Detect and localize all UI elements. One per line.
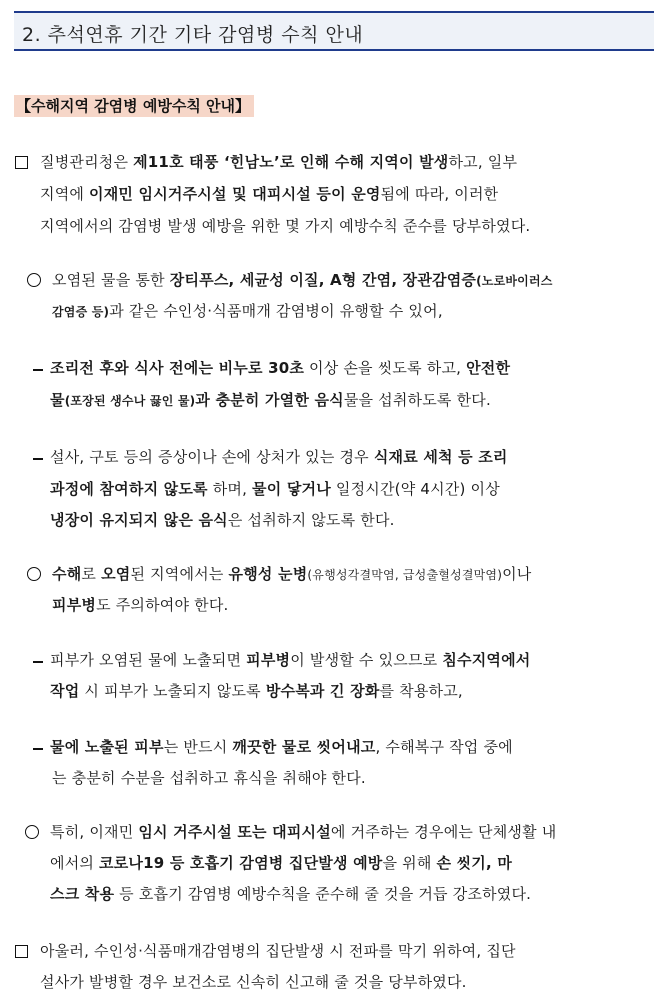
square-bullet-icon: [15, 156, 28, 169]
text-run: 는 반드시: [163, 738, 233, 756]
d1-line-2: [50, 390, 491, 411]
text-run: 코로나19 등 호흡기 감염병 집단발생 예방: [99, 854, 383, 872]
text-run: 피부병: [52, 596, 97, 614]
d1-line-1: [50, 358, 510, 378]
text-run: 작업: [50, 682, 80, 700]
text-run: 침수지역에서: [442, 651, 531, 669]
text-run: 스크 착용: [50, 885, 115, 903]
circle-bullet-icon: [27, 567, 41, 581]
text-run: 을 위해: [382, 854, 437, 872]
text-run: 장티푸스, 세균성 이질, A형 간염, 장관감염증: [169, 271, 477, 289]
text-run: 에서의: [50, 854, 100, 872]
text-run: 피부병: [246, 651, 291, 669]
p2-line-2: 설사가 발병할 경우 보건소로 신속히 신고해 줄 것을 당부하였다.: [40, 973, 467, 991]
text-run: 오염: [101, 565, 131, 583]
dash-bullet-icon: [33, 369, 43, 371]
text-run: 냉장이 유지되지 않은 음식: [50, 511, 228, 529]
notice-heading: 【수해지역 감염병 예방수칙 안내】: [14, 95, 254, 117]
p1-line-3: 지역에서의 감염병 발생 예방을 위한 몇 가지 예방수칙 준수를 당부하였다.: [40, 217, 531, 235]
p2-line-1: 아울러, 수인성·식품매개감염병의 집단발생 시 전파를 막기 위하여, 집단: [40, 942, 516, 960]
text-run: 이 발생할 수 있으므로: [290, 651, 443, 669]
section-title-bar: [14, 11, 654, 51]
c1-line-2: [52, 301, 443, 322]
text-run: 과정에 참여하지 않도록: [50, 480, 208, 498]
dash-bullet-icon: [33, 458, 43, 460]
p1-line-1: [40, 152, 517, 172]
text-run: 임시 거주시설 또는 대피시설: [138, 823, 331, 841]
p1-line-2: [40, 184, 498, 204]
text-run: 오염된 물을 통한: [52, 271, 170, 289]
c2-line-1: [52, 564, 531, 585]
d3-line-1: [50, 650, 530, 670]
text-run: 이나: [502, 565, 532, 583]
text-run: 하고, 일부: [448, 153, 518, 171]
text-run: 시 피부가 노출되지 않도록: [79, 682, 266, 700]
text-run: 물: [50, 391, 65, 409]
text-run: 과 같은 수인성·식품매개 감염병이 유행할 수 있어,: [109, 302, 443, 320]
text-run: 물이 닿거나: [252, 480, 331, 498]
text-run: (노로바이러스: [476, 274, 553, 288]
text-run: 감염증 등): [52, 305, 110, 319]
c3-line-3: [50, 884, 531, 904]
circle-bullet-icon: [25, 825, 39, 839]
text-run: 손 씻기, 마: [436, 854, 513, 872]
dash-bullet-icon: [33, 661, 43, 663]
text-run: 이상 손을 씻도록 하고,: [304, 359, 467, 377]
text-run: 유행성 눈병: [228, 565, 308, 583]
text-run: 하며,: [207, 480, 253, 498]
text-run: 에 거주하는 경우에는 단체생활 내: [330, 823, 557, 841]
section-title: 2. 추석연휴 기간 기타 감염병 수칙 안내: [22, 24, 364, 46]
text-run: 피부가 오염된 물에 노출되면: [50, 651, 247, 669]
d2-line-3: [50, 510, 395, 530]
square-bullet-icon: [15, 945, 28, 958]
circle-bullet-icon: [27, 273, 41, 287]
text-run: 지역에: [40, 185, 90, 203]
c2-line-2: [52, 595, 229, 615]
text-run: 등 호흡기 감염병 예방수칙을 준수해 줄 것을 거듭 강조하였다.: [114, 885, 532, 903]
c1-line-1: [52, 270, 553, 291]
text-run: 제11호 태풍 ‘힌남노’로 인해 수해 지역이 발생: [133, 153, 449, 171]
text-run: 물을 섭취하도록 한다.: [343, 391, 491, 409]
text-run: 를 착용하고,: [379, 682, 463, 700]
text-run: 특히, 이재민: [50, 823, 139, 841]
text-run: 안전한: [466, 359, 511, 377]
text-run: 일정시간(약 4시간) 이상: [330, 480, 500, 498]
d2-line-2: [50, 479, 500, 499]
text-run: 물에 노출된 피부: [50, 738, 164, 756]
text-run: 식재료 세척 등 조리: [373, 448, 508, 466]
text-run: 은 섭취하지 않도록 한다.: [227, 511, 395, 529]
text-run: 이재민 임시거주시설 및 대피시설 등이 운영: [89, 185, 381, 203]
dash-bullet-icon: [33, 748, 43, 750]
text-run: 수해: [52, 565, 82, 583]
text-run: 깨끗한 물로 씻어내고: [232, 738, 376, 756]
d4-line-1: [50, 737, 513, 757]
text-run: 조리전 후와 식사 전에는 비누로 30초: [50, 359, 305, 377]
c3-line-2: [50, 853, 512, 873]
text-run: 된 지역에서는: [130, 565, 229, 583]
text-run: (포장된 생수나 끓인 물): [64, 394, 196, 408]
d2-line-1: [50, 447, 508, 467]
c3-line-1: [50, 822, 556, 842]
d4-line-2: 는 충분히 수분을 섭취하고 휴식을 취해야 한다.: [52, 769, 366, 787]
text-run: 과 충분히 가열한 음식: [195, 391, 344, 409]
text-run: 로: [81, 565, 102, 583]
text-run: 도 주의하여야 한다.: [96, 596, 229, 614]
text-run: , 수해복구 작업 중에: [375, 738, 513, 756]
d3-line-2: [50, 681, 463, 701]
text-run: 방수복과 긴 장화: [265, 682, 380, 700]
text-run: 설사, 구토 등의 증상이나 손에 상처가 있는 경우: [50, 448, 374, 466]
text-run: 됨에 따라, 이러한: [380, 185, 499, 203]
text-run: 질병관리청은: [40, 153, 134, 171]
text-run: (유행성각결막염, 급성출혈성결막염): [307, 568, 503, 582]
